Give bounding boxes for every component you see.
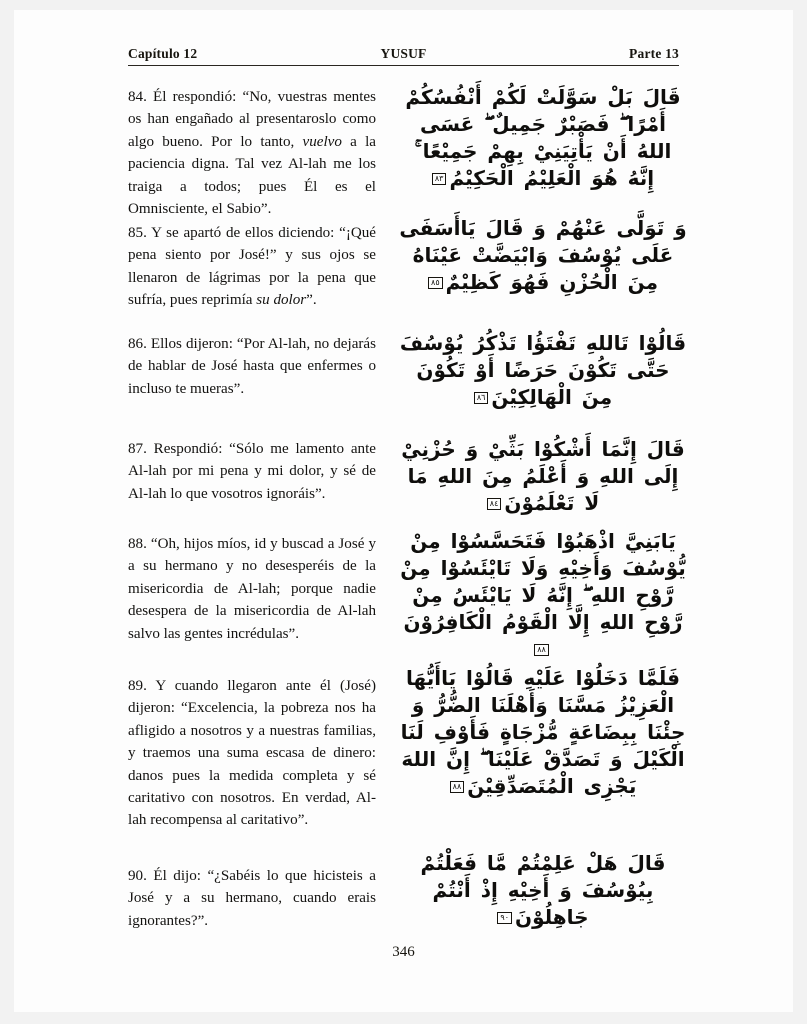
verse-emphasis: vuelvo (302, 133, 342, 150)
arabic-ayah-text: قَالَ بَلْ سَوَّلَتْ لَكُمْ أَنْفُسُكُمْ أَمْرًا ۖ فَصَبْرٌ جَمِيلٌ ۖ عَسَى اللهُ أَنْ يَأْتِيَنِيْ بِهِمْ جَمِيْعًا ۚ إِنَّهُ هُوَ الْعَلِيْمُ الْحَكِيْمُ (405, 85, 681, 190)
arabic-ayah (398, 436, 688, 517)
verse-paragraph (128, 865, 376, 932)
arabic-ayah (398, 215, 688, 296)
arabic-ayah-text: وَ تَوَلَّى عَنْهُمْ وَ قَالَ يَاأَسَفَى عَلَى يُوْسُفَ وَابْيَضَّتْ عَيْنَاهُ مِنَ الْحُزْنِ فَهُوَ كَظِيْمٌ (399, 216, 687, 294)
arabic-ayah-text: فَلَمَّا دَخَلُوْا عَلَيْهِ قَالُوْا يَاأَيُّهَا الْعَزِيْزُ مَسَّنَا وَأَهْلَنَا الضُّرُّ وَ جِئْنَا بِبِضَاعَةٍ مُّزْجَاةٍ فَأَوْفِ لَنَا الْكَيْلَ وَ تَصَدَّقْ عَلَيْنَا ۖ إِنَّ اللهَ يَجْزِى الْمُتَصَدِّقِيْنَ (400, 666, 686, 798)
verse-paragraph (128, 222, 376, 312)
ayah-end-marker: ٨٨ (534, 644, 549, 656)
verse-number: 86. (128, 336, 147, 352)
verse-number: 89. (128, 678, 147, 694)
arabic-ayah-text: يَابَنِيَّ اذْهَبُوْا فَتَحَسَّسُوْا مِنْ يُّوْسُفَ وَأَخِيْهِ وَلَا تَايْئَسُوْا مِنْ رَّوْحِ اللهِ ۖ إِنَّهُ لَا يَايْئَسُ مِنْ رَّوْحِ اللهِ إِلَّا الْقَوْمُ الْكَافِرُوْنَ (400, 529, 686, 634)
verse-number: 90. (128, 868, 147, 884)
arabic-ayah (398, 330, 688, 411)
scan-edge-bottom (0, 1012, 807, 1024)
verse-emphasis: su dolor (256, 292, 307, 309)
verse-number: 85. (128, 225, 147, 241)
verse-text: Ellos dijeron: “Por Al-lah, no dejarás de hablar de José hasta que enfermes o incluso te mueras”. (128, 336, 376, 397)
verse-text: Él dijo: “¿Sabéis lo que hicisteis a José y a su hermano, cuando erais ignorantes?”. (128, 868, 376, 929)
arabic-ayah (398, 84, 688, 192)
verse-paragraph (128, 333, 376, 400)
header-surah-name: YUSUF (380, 46, 427, 61)
verse-paragraph (128, 438, 376, 505)
arabic-ayah (398, 665, 688, 800)
verse-number: 87. (128, 441, 147, 457)
running-header (128, 46, 679, 68)
ayah-end-marker: ٨٥ (428, 277, 443, 289)
verse-text: Él respondió: “No, vuestras mentes os han engañado al presentaroslo como algo bueno. Por lo tanto, (128, 89, 376, 150)
verse-text: Respondió: “Sólo me lamento ante Al-lah por mi pena y mi dolor, y sé de Al-lah lo que vosotros ignoráis”. (128, 441, 376, 502)
verse-paragraph (128, 533, 376, 645)
arabic-ayah-text: قَالَ هَلْ عَلِمْتُمْ مَّا فَعَلْتُمْ بِيُوْسُفَ وَ أَخِيْهِ إِذْ أَنْتُمْ جَاهِلُوْنَ (420, 851, 666, 929)
scan-edge-left (0, 0, 14, 1024)
verse-number: 84. (128, 89, 147, 105)
ayah-end-marker: ٨٦ (474, 392, 489, 404)
page-number: 346 (392, 944, 415, 960)
arabic-ayah (398, 528, 688, 663)
ayah-end-marker: ٨٤ (487, 498, 502, 510)
arabic-ayah (398, 850, 688, 931)
ayah-end-marker: ٩٠ (497, 912, 512, 924)
scan-edge-right (793, 0, 807, 1024)
arabic-ayah-text: قَالُوْا تَاللهِ تَفْتَؤُا تَذْكُرُ يُوْسُفَ حَتَّى تَكُوْنَ حَرَضًا أَوْ تَكُوْنَ مِنَ الْهَالِكِيْنَ (399, 331, 687, 409)
ayah-end-marker: ٨٨ (450, 781, 465, 793)
arabic-ayah-text: قَالَ إِنَّمَا أَشْكُوْا بَثِّيْ وَ حُزْنِيْ إِلَى اللهِ وَ أَعْلَمُ مِنَ اللهِ مَا لَا تَعْلَمُوْنَ (401, 437, 685, 515)
verse-number: 88. (128, 536, 147, 552)
header-chapter: Capítulo 12 (128, 46, 198, 61)
header-part: Parte 13 (629, 46, 679, 61)
verse-text-tail: a la paciencia digna. Tal vez Al-lah me los traiga a todos; pues Él es el Omnisciente, el Sabio”. (128, 133, 376, 218)
verse-text: Y cuando llegaron ante él (José) dijeron: “Excelencia, la pobreza nos ha afligido a nosotros y a nuestras familias, y traemos una suma escasa de dinero: danos pues la medida completa y sé caritativo con nosotros. En verdad, Al-lah recompensa al caritativo”. (128, 678, 376, 829)
ayah-end-marker: ٨٣ (432, 173, 447, 185)
scan-edge-top (0, 0, 807, 10)
verse-paragraph (128, 675, 376, 832)
verse-text: Y se apartó de ellos diciendo: “¡Qué pena siento por José!” y sus ojos se llenaron de lágrimas por la pena que sufría, pues reprimía (128, 225, 376, 309)
verse-text: “Oh, hijos míos, id y buscad a José y a su hermano y no desesperéis de la misericordia de Al-lah; porque nadie desespera de la misericordia de Al-lah salvo las gentes incrédulas”. (128, 536, 376, 642)
verse-text-tail: ”. (306, 292, 317, 309)
header-rule (128, 65, 679, 66)
verse-paragraph (128, 86, 376, 220)
